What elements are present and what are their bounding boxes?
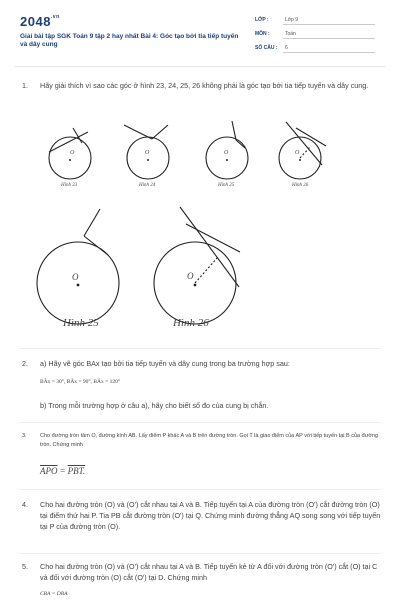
figure-caption: Hình 25 (218, 183, 235, 188)
center-label: O (295, 150, 300, 156)
question-text: Cho đường tròn tâm O, đường kính AB. Lấy điểm P khác A và B trên đường tròn. Gọi T là giao điểm của AP với tiếp tuyến tại B của đường tròn. Chứng minh (40, 433, 379, 448)
figure-26-large (154, 207, 240, 324)
figure-caption: Hình 24 (139, 183, 156, 188)
formula-left: $\overline{APO}$ (40, 466, 58, 476)
question-text: a) Hãy vẽ góc BAx tạo bởi tia tiếp tuyến và dây cung trong ba trường hợp sau: (40, 359, 290, 368)
meta-value: 6 (285, 45, 288, 51)
angle-cases: BÂx = 30°, BÂx = 90°, BÂx = 120° (40, 379, 121, 385)
figure-caption: Hình 26 (292, 183, 309, 188)
center-label: O (224, 150, 229, 156)
question-number: 3. (22, 433, 27, 439)
meta-label: LỚP : (255, 17, 269, 23)
logo-text: 2048 (20, 14, 51, 29)
meta-label: MÔN : (255, 31, 270, 37)
figure-caption-large: Hình 26 (173, 317, 209, 329)
question-2b: b) Trong mỗi trường hợp ở câu a), hãy cho biết số đo của cung bị chắn. (40, 401, 269, 410)
logo-suffix: .vn (50, 14, 60, 20)
formula-equals: = (59, 466, 66, 476)
formula-right: PBT. (67, 466, 86, 476)
question-text: Cho hai đường tròn (O) và (O') cắt nhau tại A và B. Tiếp tuyến kẻ từ A đối với đường tròn (O') cắt (O) tại C và đối với đường tròn (O) cắt (O') tại D. Chứng minh (40, 562, 378, 582)
center-label: O (187, 271, 194, 281)
question-3-formula (40, 466, 85, 477)
figure-25-large (37, 209, 119, 324)
question-divider (18, 489, 382, 490)
center-label: O (70, 150, 75, 156)
figure-caption: Hình 23 (61, 183, 78, 188)
center-label: O (145, 150, 150, 156)
figure-26 (279, 122, 326, 179)
question-text: Cho hai đường tròn (O) và (O') cắt nhau tại A và B. Tiếp tuyến tại A của đường tròn (O') cắt đường tròn (O) tại điểm thứ hai P. Tia PB cắt đường tròn (O') tại Q. Chứng minh đường thẳng AQ song song với tiếp tuyến tại P của đường tròn (O). (40, 500, 381, 531)
question-divider (18, 553, 382, 554)
meta-value: Toán (285, 31, 296, 37)
question-divider (18, 348, 382, 349)
question-number: 2. (22, 359, 28, 368)
center-label: O (72, 272, 79, 282)
figure-caption-large: Hình 25 (63, 317, 99, 329)
question-number: 4. (22, 500, 28, 509)
question-number: 5. (22, 562, 28, 571)
document-title: Giải bài tập SGK Toán 9 tập 2 hay nhất Bài 4: Góc tạo bởi tia tiếp tuyến và dây cung (20, 33, 239, 48)
meta-value: Lớp 9 (285, 17, 299, 23)
question-text: Hãy giải thích vì sao các góc ở hình 23, 24, 25, 26 không phải là góc tạo bởi tia tiếp tuyến và dây cung. (40, 81, 369, 90)
question-5-formula: CBA = DBA (40, 591, 68, 597)
question-number: 1. (22, 81, 28, 90)
question-divider (18, 422, 382, 423)
meta-label: SỐ CÂU : (255, 45, 278, 51)
